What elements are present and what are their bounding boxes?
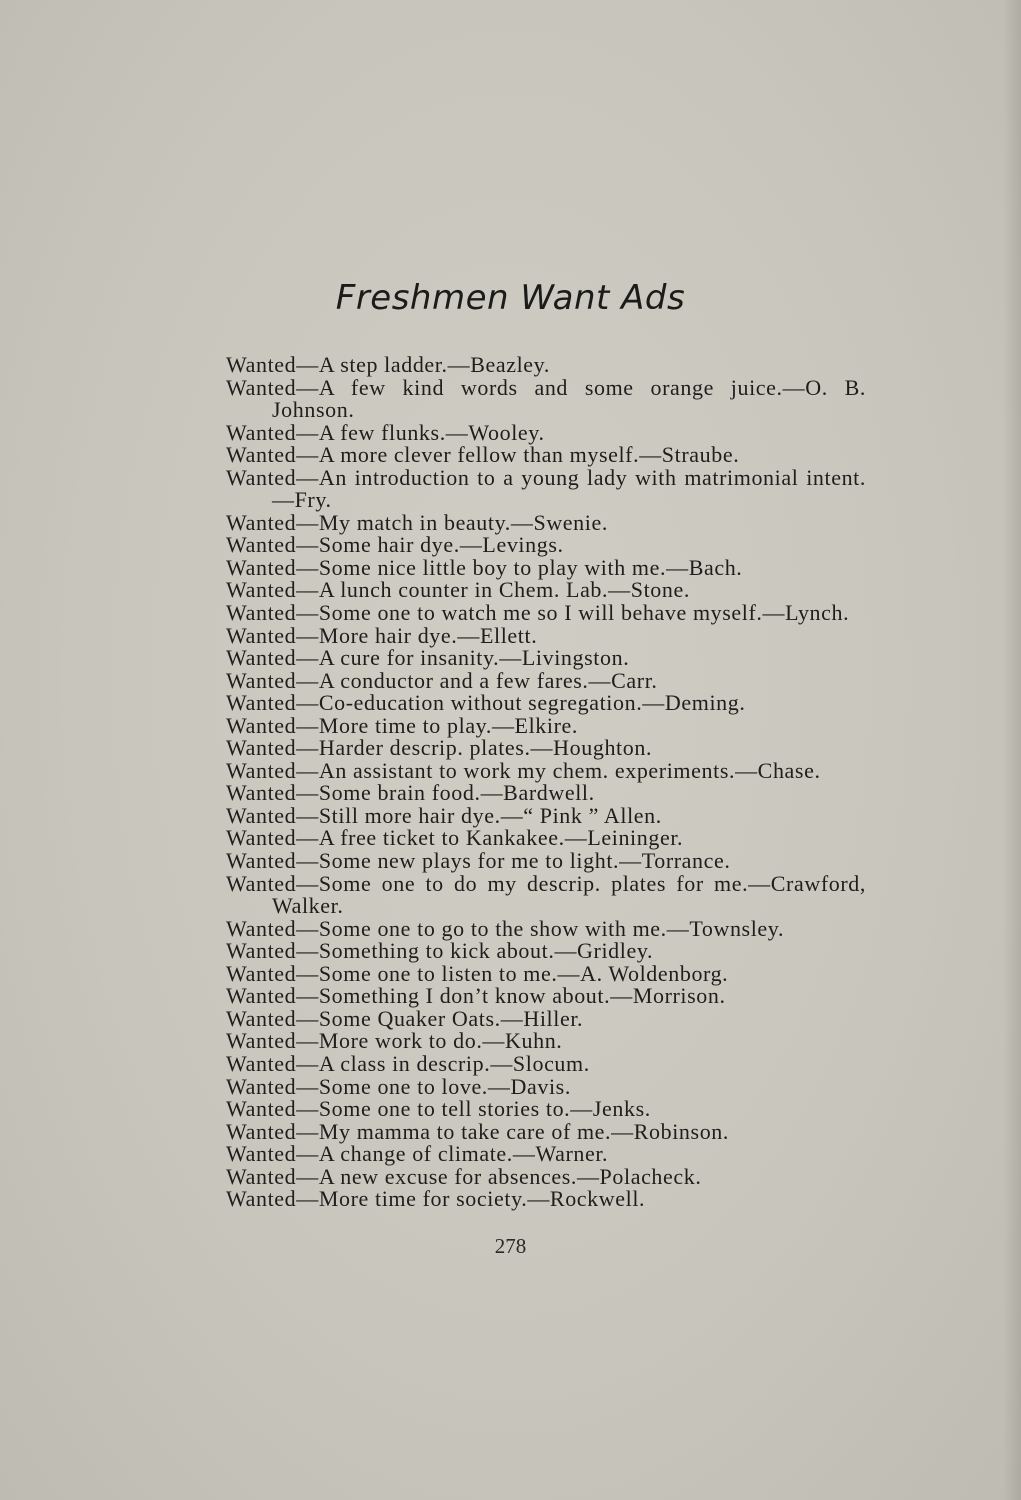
want-ad-item: Wanted—Something to kick about.—Gridley. (226, 938, 654, 964)
want-ad-item: Wanted—Some one to tell stories to.—Jenks. (226, 1096, 651, 1122)
want-ad-item: Wanted—Some one to go to the show with me.—Townsley. (226, 915, 785, 941)
want-ad-item: Wanted—A free ticket to Kankakee.—Leininger. (226, 825, 684, 851)
want-ad-item: Wanted—Some nice little boy to play with me.—Bach. (226, 554, 743, 580)
want-ads-list (226, 354, 866, 1211)
want-ad-item: Wanted—A cure for insanity.—Livingston. (226, 645, 630, 671)
want-ad-item: Wanted—More work to do.—Kuhn. (226, 1028, 563, 1054)
want-ad-item: Wanted—Co-education without segregation.—Deming. (226, 690, 746, 716)
want-ad-item: Wanted—More time to play.—Elkire. (226, 712, 579, 738)
want-ad-item: Wanted—Harder descrip. plates.—Houghton. (226, 735, 653, 761)
want-ad-item: Wanted—A class in descrip.—Slocum. (226, 1050, 590, 1076)
want-ad-item: Wanted—My mamma to take care of me.—Robinson. (226, 1118, 729, 1144)
want-ad-item: Wanted—A lunch counter in Chem. Lab.—Stone. (226, 577, 690, 603)
want-ad-item: Wanted—Some brain food.—Bardwell. (226, 780, 595, 806)
want-ad-item: Wanted—A few kind words and some orange juice.—O. B. Johnson. (226, 374, 866, 423)
want-ad-item: Wanted—Some one to listen to me.—A. Woldenborg. (226, 960, 729, 986)
want-ad-item: Wanted—More time for society.—Rockwell. (226, 1186, 646, 1212)
want-ad-item: Wanted—A new excuse for absences.—Polacheck. (226, 1163, 702, 1189)
want-ad-item: Wanted—A conductor and a few fares.—Carr. (226, 667, 658, 693)
page-edge-shadow (1003, 0, 1021, 1500)
want-ad-item: Wanted—More hair dye.—Ellett. (226, 622, 538, 648)
want-ad-item: Wanted—A more clever fellow than myself.—Straube. (226, 442, 740, 468)
want-ad-item: Wanted—An assistant to work my chem. experiments.—Chase. (226, 757, 821, 783)
want-ad-item: Wanted—Some one to do my descrip. plates for me.—Crawford, Walker. (226, 870, 866, 919)
want-ad-item: Wanted—Some hair dye.—Levings. (226, 532, 564, 558)
want-ad-item: Wanted—Some new plays for me to light.—Torrance. (226, 848, 731, 874)
want-ad-item: Wanted—Something I don’t know about.—Morrison. (226, 983, 726, 1009)
page-title: Freshmen Want Ads (335, 278, 686, 318)
want-ad-item: Wanted—Some one to watch me so I will behave myself.—Lynch. (226, 600, 850, 626)
want-ad-item: Wanted—An introduction to a young lady with matrimonial intent. —Fry. (226, 464, 866, 513)
want-ad-item: Wanted—A step ladder.—Beazley. (226, 352, 550, 377)
want-ad-item: Wanted—Some Quaker Oats.—Hiller. (226, 1005, 584, 1031)
want-ad-item: Wanted—A few flunks.—Wooley. (226, 419, 545, 445)
want-ad-item: Wanted—Still more hair dye.—“ Pink ” Allen. (226, 802, 662, 828)
want-ad-item: Wanted—My match in beauty.—Swenie. (226, 509, 608, 535)
page-number: 278 (494, 1234, 527, 1258)
want-ad-item: Wanted—A change of climate.—Warner. (226, 1141, 609, 1167)
want-ad-item: Wanted—Some one to love.—Davis. (226, 1073, 571, 1099)
